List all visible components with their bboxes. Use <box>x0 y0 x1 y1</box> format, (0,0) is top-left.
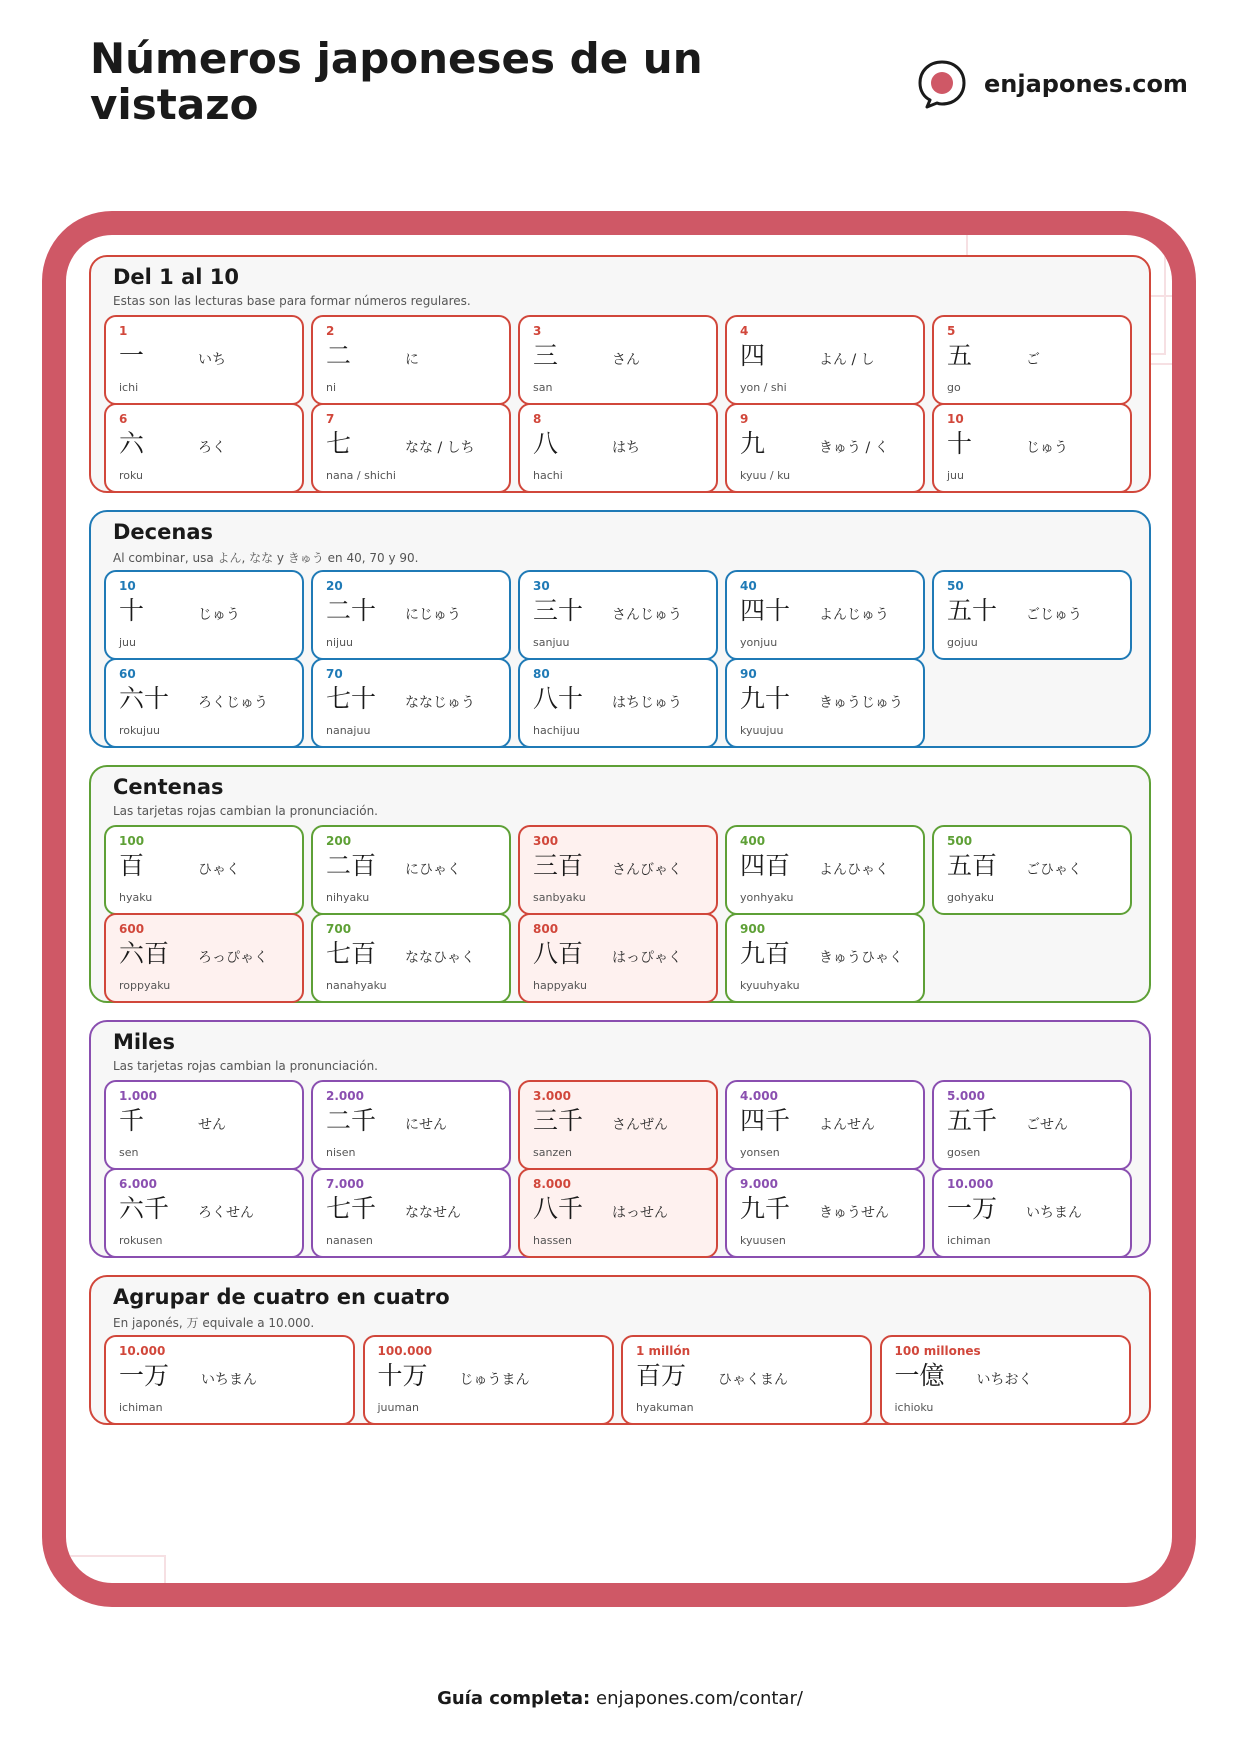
romaji-reading: sen <box>119 1146 139 1159</box>
number-value: 900 <box>740 922 766 936</box>
hiragana-reading: じゅう <box>198 607 240 623</box>
number-value: 6.000 <box>119 1177 157 1191</box>
number-card <box>104 570 304 660</box>
hiragana-reading: よんせん <box>819 1117 875 1133</box>
number-card <box>518 658 718 748</box>
number-card <box>104 913 304 1003</box>
kanji-text: 百万 <box>636 1361 687 1390</box>
romaji-reading: yonsen <box>740 1146 780 1159</box>
section-title: Agrupar de cuatro en cuatro <box>113 1285 450 1309</box>
romaji-reading: hyaku <box>119 891 153 904</box>
kanji-text: 二千 <box>326 1106 377 1135</box>
number-card <box>311 658 511 748</box>
romaji-reading: hachijuu <box>533 724 580 737</box>
page-title: Números japoneses de un vistazo <box>90 34 703 129</box>
number-card <box>518 570 718 660</box>
section-title: Del 1 al 10 <box>113 265 240 289</box>
section-subtitle: Estas son las lecturas base para formar números regulares. <box>113 294 471 308</box>
romaji-reading: happyaku <box>533 979 587 992</box>
number-card <box>725 570 925 660</box>
hiragana-reading: よんじゅう <box>819 607 889 623</box>
number-value: 8.000 <box>533 1177 571 1191</box>
kanji-text: 五十 <box>947 596 998 625</box>
romaji-reading: gosen <box>947 1146 981 1159</box>
number-card <box>104 403 304 493</box>
romaji-reading: san <box>533 381 553 394</box>
number-value: 80 <box>533 667 550 681</box>
hiragana-reading: きゅうせん <box>819 1205 889 1221</box>
hiragana-reading: はちじゅう <box>612 695 682 711</box>
kanji-text: 一 <box>119 341 145 370</box>
hiragana-reading: いちおく <box>976 1372 1033 1388</box>
hiragana-reading: さんじゅう <box>612 607 682 623</box>
number-value: 10.000 <box>947 1177 994 1191</box>
romaji-reading: go <box>947 381 961 394</box>
romaji-reading: juu <box>947 469 964 482</box>
section-unidades <box>89 255 1151 493</box>
romaji-reading: juuman <box>377 1401 419 1414</box>
romaji-reading: rokusen <box>119 1234 163 1247</box>
hiragana-reading: にせん <box>405 1117 447 1133</box>
hiragana-reading: はっせん <box>612 1205 668 1221</box>
number-value: 10 <box>947 412 964 426</box>
hiragana-reading: よんひゃく <box>819 862 889 878</box>
romaji-reading: ni <box>326 381 337 394</box>
number-value: 7 <box>326 412 335 426</box>
kanji-text: 五百 <box>947 851 998 880</box>
kanji-text: 三千 <box>533 1106 584 1135</box>
romaji-reading: sanzen <box>533 1146 572 1159</box>
kanji-text: 六百 <box>119 939 170 968</box>
hiragana-reading: きゅう / く <box>819 440 889 456</box>
kanji-text: 四百 <box>740 851 791 880</box>
number-value: 700 <box>326 922 352 936</box>
number-value: 1.000 <box>119 1089 157 1103</box>
number-card <box>518 1168 718 1258</box>
kanji-text: 三百 <box>533 851 584 880</box>
hiragana-reading: じゅう <box>1026 440 1068 456</box>
hiragana-reading: ろくじゅう <box>198 695 268 711</box>
section-centenas <box>89 765 1151 1003</box>
romaji-reading: rokujuu <box>119 724 161 737</box>
number-value: 4 <box>740 324 749 338</box>
hiragana-reading: ろくせん <box>198 1205 254 1221</box>
section-title: Centenas <box>113 775 224 799</box>
romaji-reading: yonjuu <box>740 636 778 649</box>
romaji-reading: nanahyaku <box>326 979 387 992</box>
number-card <box>104 825 304 915</box>
number-card <box>725 913 925 1003</box>
number-card <box>518 825 718 915</box>
number-card <box>311 913 511 1003</box>
number-card <box>932 403 1132 493</box>
hiragana-reading: せん <box>198 1117 226 1133</box>
speech-bubble-dot-icon <box>916 58 968 110</box>
brand-logo[interactable] <box>916 56 1188 112</box>
kanji-text: 二十 <box>326 596 377 625</box>
section-decenas <box>89 510 1151 748</box>
number-card <box>311 1168 511 1258</box>
kanji-text: 五千 <box>947 1106 998 1135</box>
number-card <box>363 1335 614 1425</box>
romaji-reading: nana / shichi <box>326 469 396 482</box>
kanji-text: 七千 <box>326 1194 377 1223</box>
romaji-reading: sanbyaku <box>533 891 586 904</box>
number-value: 8 <box>533 412 542 426</box>
kanji-text: 八 <box>533 429 559 458</box>
kanji-text: 百 <box>119 851 145 880</box>
kanji-text: 九百 <box>740 939 791 968</box>
number-value: 1 <box>119 324 128 338</box>
number-card <box>518 403 718 493</box>
kanji-text: 八千 <box>533 1194 584 1223</box>
number-card <box>725 825 925 915</box>
romaji-reading: hassen <box>533 1234 572 1247</box>
romaji-reading: nihyaku <box>326 891 370 904</box>
romaji-reading: yon / shi <box>740 381 787 394</box>
number-value: 1 millón <box>636 1344 691 1358</box>
decorative-grid-line <box>66 1555 166 1583</box>
number-value: 300 <box>533 834 559 848</box>
number-value: 100.000 <box>377 1344 433 1358</box>
number-value: 50 <box>947 579 964 593</box>
number-value: 10.000 <box>119 1344 166 1358</box>
number-card <box>725 1080 925 1170</box>
number-value: 100 millones <box>894 1344 981 1358</box>
brand-name: enjapones.com <box>984 70 1188 98</box>
hiragana-reading: ひゃく <box>198 862 240 878</box>
hiragana-reading: よん / し <box>819 352 875 368</box>
number-value: 9 <box>740 412 749 426</box>
kanji-text: 一億 <box>894 1361 945 1390</box>
hiragana-reading: ごじゅう <box>1026 607 1082 623</box>
number-card <box>518 315 718 405</box>
hiragana-reading: きゅうひゃく <box>819 950 903 966</box>
number-card <box>518 913 718 1003</box>
number-card <box>104 315 304 405</box>
romaji-reading: roku <box>119 469 144 482</box>
number-value: 20 <box>326 579 343 593</box>
number-card <box>725 403 925 493</box>
kanji-text: 十万 <box>377 1361 428 1390</box>
romaji-reading: nanasen <box>326 1234 373 1247</box>
romaji-reading: nanajuu <box>326 724 371 737</box>
romaji-reading: ichioku <box>894 1401 934 1414</box>
romaji-reading: gohyaku <box>947 891 994 904</box>
section-title: Decenas <box>113 520 213 544</box>
number-card <box>311 825 511 915</box>
kanji-text: 七百 <box>326 939 377 968</box>
hiragana-reading: なな / しち <box>405 440 475 456</box>
number-value: 7.000 <box>326 1177 364 1191</box>
hiragana-reading: さんびゃく <box>612 862 682 878</box>
kanji-text: 四十 <box>740 596 791 625</box>
kanji-text: 七 <box>326 429 352 458</box>
number-value: 5.000 <box>947 1089 985 1103</box>
hiragana-reading: ななじゅう <box>405 695 475 711</box>
number-card <box>311 315 511 405</box>
kanji-text: 三 <box>533 341 559 370</box>
hiragana-reading: ひゃくまん <box>718 1372 788 1388</box>
romaji-reading: hachi <box>533 469 563 482</box>
kanji-text: 八百 <box>533 939 584 968</box>
number-value: 600 <box>119 922 145 936</box>
number-card <box>104 1335 355 1425</box>
hiragana-reading: いち <box>198 352 226 368</box>
number-value: 3 <box>533 324 542 338</box>
section-subtitle: Las tarjetas rojas cambian la pronunciación. <box>113 804 378 818</box>
kanji-text: 一万 <box>947 1194 998 1223</box>
kanji-text: 四千 <box>740 1106 791 1135</box>
kanji-text: 四 <box>740 341 766 370</box>
kanji-text: 千 <box>119 1106 145 1135</box>
hiragana-reading: ななひゃく <box>405 950 475 966</box>
hiragana-reading: きゅうじゅう <box>819 695 903 711</box>
number-value: 6 <box>119 412 128 426</box>
number-value: 2.000 <box>326 1089 364 1103</box>
kanji-text: 二 <box>326 341 352 370</box>
kanji-text: 九千 <box>740 1194 791 1223</box>
number-value: 30 <box>533 579 550 593</box>
kanji-text: 七十 <box>326 684 377 713</box>
number-value: 400 <box>740 834 766 848</box>
content-frame <box>42 211 1196 1607</box>
number-card <box>518 1080 718 1170</box>
number-card <box>725 1168 925 1258</box>
number-card <box>311 403 511 493</box>
kanji-text: 十 <box>947 429 973 458</box>
hiragana-reading: さん <box>612 352 640 368</box>
hiragana-reading: いちまん <box>1026 1205 1082 1221</box>
hiragana-reading: に <box>405 352 419 368</box>
romaji-reading: kyuu / ku <box>740 469 791 482</box>
number-card <box>932 1080 1132 1170</box>
hiragana-reading: じゅうまん <box>459 1372 530 1388</box>
number-card <box>311 1080 511 1170</box>
number-card <box>104 1168 304 1258</box>
hiragana-reading: はっぴゃく <box>612 950 682 966</box>
number-value: 800 <box>533 922 559 936</box>
hiragana-reading: ごせん <box>1026 1117 1068 1133</box>
number-card <box>932 570 1132 660</box>
romaji-reading: hyakuman <box>636 1401 694 1414</box>
content-panel <box>66 235 1172 1583</box>
hiragana-reading: にじゅう <box>405 607 461 623</box>
hiragana-reading: にひゃく <box>405 862 461 878</box>
romaji-reading: kyuujuu <box>740 724 784 737</box>
number-value: 70 <box>326 667 343 681</box>
romaji-reading: nisen <box>326 1146 356 1159</box>
hiragana-reading: ななせん <box>405 1205 461 1221</box>
number-card <box>104 658 304 748</box>
kanji-text: 六十 <box>119 684 170 713</box>
kanji-text: 六 <box>119 429 145 458</box>
section-subtitle: Al combinar, usa よん, なな y きゅう en 40, 70 y 90. <box>113 551 419 565</box>
footer-label: Guía completa: <box>437 1688 591 1709</box>
romaji-reading: nijuu <box>326 636 354 649</box>
hiragana-reading: ろく <box>198 440 226 456</box>
number-card <box>880 1335 1131 1425</box>
hiragana-reading: ごひゃく <box>1026 862 1082 878</box>
kanji-text: 六千 <box>119 1194 170 1223</box>
section-miles <box>89 1020 1151 1258</box>
section-subtitle: En japonés, 万 equivale a 10.000. <box>113 1316 315 1330</box>
number-card <box>725 658 925 748</box>
number-value: 9.000 <box>740 1177 778 1191</box>
section-agrupar <box>89 1275 1151 1425</box>
hiragana-reading: さんぜん <box>612 1117 668 1133</box>
number-value: 3.000 <box>533 1089 571 1103</box>
footer-link[interactable]: enjapones.com/contar/ <box>596 1688 803 1709</box>
number-card <box>932 315 1132 405</box>
footer <box>0 1688 1240 1709</box>
romaji-reading: sanjuu <box>533 636 570 649</box>
kanji-text: 三十 <box>533 596 584 625</box>
number-value: 40 <box>740 579 757 593</box>
number-value: 10 <box>119 579 136 593</box>
number-value: 200 <box>326 834 352 848</box>
romaji-reading: yonhyaku <box>740 891 794 904</box>
romaji-reading: kyuuhyaku <box>740 979 800 992</box>
number-value: 90 <box>740 667 757 681</box>
romaji-reading: juu <box>119 636 136 649</box>
kanji-text: 十 <box>119 596 145 625</box>
number-card <box>932 825 1132 915</box>
hiragana-reading: はち <box>612 440 640 456</box>
romaji-reading: kyuusen <box>740 1234 786 1247</box>
kanji-text: 八十 <box>533 684 584 713</box>
section-subtitle: Las tarjetas rojas cambian la pronunciación. <box>113 1059 378 1073</box>
kanji-text: 二百 <box>326 851 377 880</box>
number-card <box>104 1080 304 1170</box>
number-card <box>725 315 925 405</box>
number-value: 60 <box>119 667 136 681</box>
number-value: 100 <box>119 834 145 848</box>
romaji-reading: ichiman <box>119 1401 163 1414</box>
number-value: 500 <box>947 834 973 848</box>
kanji-text: 五 <box>947 341 973 370</box>
number-card <box>311 570 511 660</box>
section-title: Miles <box>113 1030 176 1054</box>
number-value: 2 <box>326 324 335 338</box>
number-card <box>621 1335 872 1425</box>
kanji-text: 九 <box>740 429 766 458</box>
number-card <box>932 1168 1132 1258</box>
number-value: 4.000 <box>740 1089 778 1103</box>
romaji-reading: ichi <box>119 381 139 394</box>
number-value: 5 <box>947 324 956 338</box>
kanji-text: 一万 <box>119 1361 170 1390</box>
kanji-text: 九十 <box>740 684 791 713</box>
hiragana-reading: ご <box>1026 352 1040 368</box>
romaji-reading: ichiman <box>947 1234 991 1247</box>
romaji-reading: gojuu <box>947 636 978 649</box>
hiragana-reading: いちまん <box>201 1372 257 1388</box>
romaji-reading: roppyaku <box>119 979 171 992</box>
hiragana-reading: ろっぴゃく <box>198 950 268 966</box>
